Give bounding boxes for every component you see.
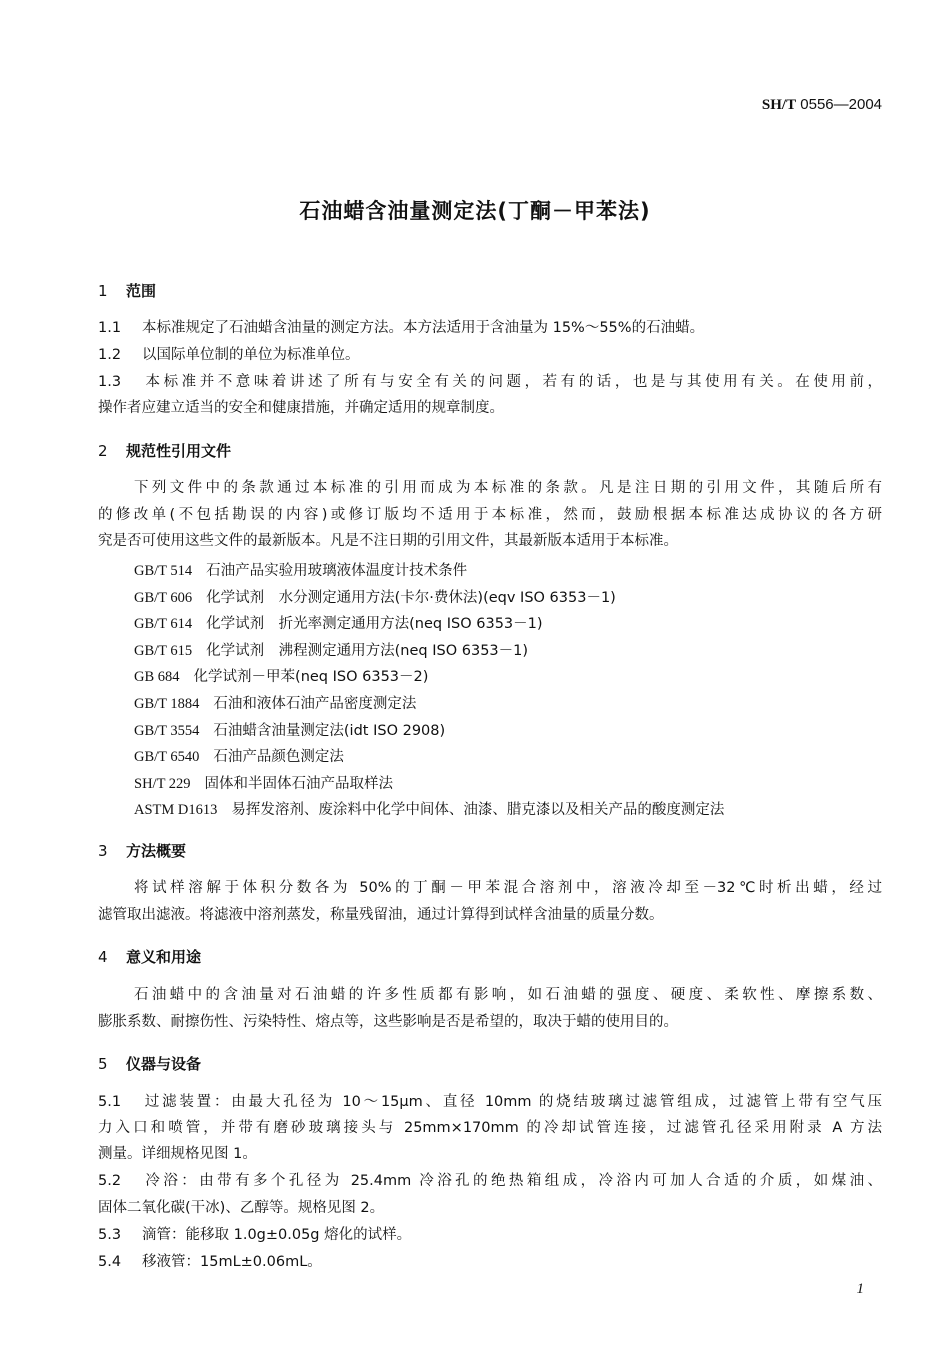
clause-text: 本标准规定了石油蜡含油量的测定方法。本方法适用于含油量为 15%～55%的石油蜡。 bbox=[142, 320, 705, 336]
reference-code: GB/T 606 bbox=[134, 589, 193, 606]
reference-code: ASTM D1613 bbox=[134, 802, 218, 819]
reference-title: 化学试剂－甲苯(neq ISO 6353－2) bbox=[193, 669, 429, 686]
reference-item bbox=[134, 585, 724, 612]
reference-title: 石油和液体石油产品密度测定法 bbox=[213, 695, 417, 712]
clause-1-3 bbox=[98, 372, 882, 392]
standard-code bbox=[762, 96, 882, 114]
reference-item bbox=[134, 691, 724, 718]
section-4-para-line1: 石油蜡中的含油量对石油蜡的许多性质都有影响，如石油蜡的强度、硬度、柔软性、摩擦系数、 bbox=[134, 987, 882, 1003]
reference-item bbox=[134, 718, 724, 745]
clause-number: 5.1 bbox=[98, 1094, 122, 1110]
standard-prefix: SH/T bbox=[761, 97, 797, 113]
reference-list bbox=[134, 558, 724, 824]
section-number: 4 bbox=[98, 948, 108, 966]
reference-item bbox=[134, 638, 724, 665]
clause-text: 滴管：能移取 1.0g±0.05g 熔化的试样。 bbox=[142, 1227, 412, 1243]
page-number: 1 bbox=[856, 1281, 864, 1297]
section-title: 方法概要 bbox=[126, 842, 187, 860]
clause-1-1 bbox=[98, 318, 882, 338]
reference-item bbox=[134, 797, 724, 824]
clause-5-1 bbox=[98, 1092, 882, 1112]
clause-5-1-line3: 测量。详细规格见图 1。 bbox=[98, 1146, 257, 1162]
reference-code: SH/T 229 bbox=[134, 775, 191, 792]
section-2-para-line2: 的修改单(不包括勘误的内容)或修订版均不适用于本标准，然而，鼓励根据本标准达成协议的各方研 bbox=[98, 507, 882, 523]
reference-title: 石油产品颜色测定法 bbox=[213, 749, 344, 766]
section-1-heading bbox=[98, 280, 156, 301]
clause-text-line1: 本标准并不意味着讲述了所有与安全有关的问题，若有的话，也是与其使用有关。在使用前， bbox=[142, 374, 882, 390]
section-5-heading bbox=[98, 1053, 201, 1074]
clause-number: 5.4 bbox=[98, 1254, 122, 1270]
section-2-heading bbox=[98, 440, 231, 461]
section-title: 意义和用途 bbox=[126, 948, 202, 966]
section-title: 仪器与设备 bbox=[126, 1055, 202, 1073]
section-2-para-line3: 究是否可使用这些文件的最新版本。凡是不注日期的引用文件，其最新版本适用于本标准。 bbox=[98, 533, 678, 549]
standard-number: 0556—2004 bbox=[796, 96, 882, 113]
clause-5-4 bbox=[98, 1252, 882, 1272]
section-3-heading bbox=[98, 840, 186, 861]
reference-title: 化学试剂 水分测定通用方法(卡尔·费休法)(eqv ISO 6353－1) bbox=[206, 589, 616, 606]
clause-text-line1: 过滤装置：由最大孔径为 10～15μm、直径 10mm 的烧结玻璃过滤管组成，过滤管上带有空气压 bbox=[142, 1094, 882, 1110]
reference-item bbox=[134, 771, 724, 798]
reference-code: GB/T 3554 bbox=[134, 722, 200, 739]
reference-item bbox=[134, 558, 724, 585]
section-number: 2 bbox=[98, 442, 108, 460]
reference-item bbox=[134, 664, 724, 691]
reference-title: 化学试剂 沸程测定通用方法(neq ISO 6353－1) bbox=[206, 642, 529, 659]
section-title: 规范性引用文件 bbox=[126, 442, 232, 460]
section-2-para-line1: 下列文件中的条款通过本标准的引用而成为本标准的条款。凡是注日期的引用文件，其随后所有 bbox=[134, 480, 882, 496]
reference-code: GB/T 514 bbox=[134, 563, 193, 579]
clause-number: 1.1 bbox=[98, 320, 122, 336]
clause-number: 5.2 bbox=[98, 1173, 122, 1189]
clause-1-3-line2: 操作者应建立适当的安全和健康措施，并确定适用的规章制度。 bbox=[98, 400, 504, 416]
document-title: 石油蜡含油量测定法(丁酮－甲苯法) bbox=[299, 199, 651, 223]
clause-5-1-line2: 力入口和喷管，并带有磨砂玻璃接头与 25mm×170mm 的冷却试管连接，过滤管孔径采用附录 A 方法 bbox=[98, 1120, 882, 1136]
clause-number: 5.3 bbox=[98, 1227, 122, 1243]
section-4-heading bbox=[98, 946, 201, 967]
clause-5-3 bbox=[98, 1225, 882, 1245]
reference-title: 易挥发溶剂、废涂料中化学中间体、油漆、腊克漆以及相关产品的酸度测定法 bbox=[231, 802, 725, 819]
reference-code: GB/T 614 bbox=[134, 616, 193, 633]
section-number: 3 bbox=[98, 842, 108, 860]
clause-text: 移液管：15mL±0.06mL。 bbox=[142, 1254, 322, 1270]
reference-title: 石油产品实验用玻璃液体温度计技术条件 bbox=[206, 563, 468, 579]
reference-title: 石油蜡含油量测定法(idt ISO 2908) bbox=[213, 722, 446, 739]
reference-title: 固体和半固体石油产品取样法 bbox=[204, 775, 394, 792]
reference-item bbox=[134, 611, 724, 638]
clause-text-line1: 冷浴：由带有多个孔径为 25.4mm 冷浴孔的绝热箱组成，冷浴内可加人合适的介质，如煤油、 bbox=[142, 1173, 882, 1189]
reference-item bbox=[134, 744, 724, 771]
section-4-para-line2: 膨胀系数、耐擦伤性、污染特性、熔点等，这些影响是否是希望的，取决于蜡的使用目的。 bbox=[98, 1014, 678, 1030]
section-number: 1 bbox=[98, 282, 108, 300]
clause-number: 1.2 bbox=[98, 347, 122, 363]
clause-5-2-line2: 固体二氧化碳(干冰)、乙醇等。规格见图 2。 bbox=[98, 1200, 385, 1216]
section-title: 范围 bbox=[126, 282, 157, 300]
reference-code: GB/T 615 bbox=[134, 642, 193, 659]
reference-title: 化学试剂 折光率测定通用方法(neq ISO 6353－1) bbox=[206, 616, 543, 633]
clause-text: 以国际单位制的单位为标准单位。 bbox=[142, 347, 360, 363]
clause-5-2 bbox=[98, 1171, 882, 1191]
reference-code: GB 684 bbox=[134, 669, 180, 686]
section-3-para-line1: 将试样溶解于体积分数各为 50%的丁酮－甲苯混合溶剂中，溶液冷却至－32℃时析出蜡，经过 bbox=[134, 880, 882, 896]
clause-number: 1.3 bbox=[98, 374, 122, 390]
reference-code: GB/T 6540 bbox=[134, 749, 200, 766]
section-3-para-line2: 滤管取出滤液。将滤液中溶剂蒸发，称量残留油，通过计算得到试样含油量的质量分数。 bbox=[98, 907, 664, 923]
section-number: 5 bbox=[98, 1055, 108, 1073]
reference-code: GB/T 1884 bbox=[134, 695, 200, 712]
clause-1-2 bbox=[98, 345, 882, 365]
